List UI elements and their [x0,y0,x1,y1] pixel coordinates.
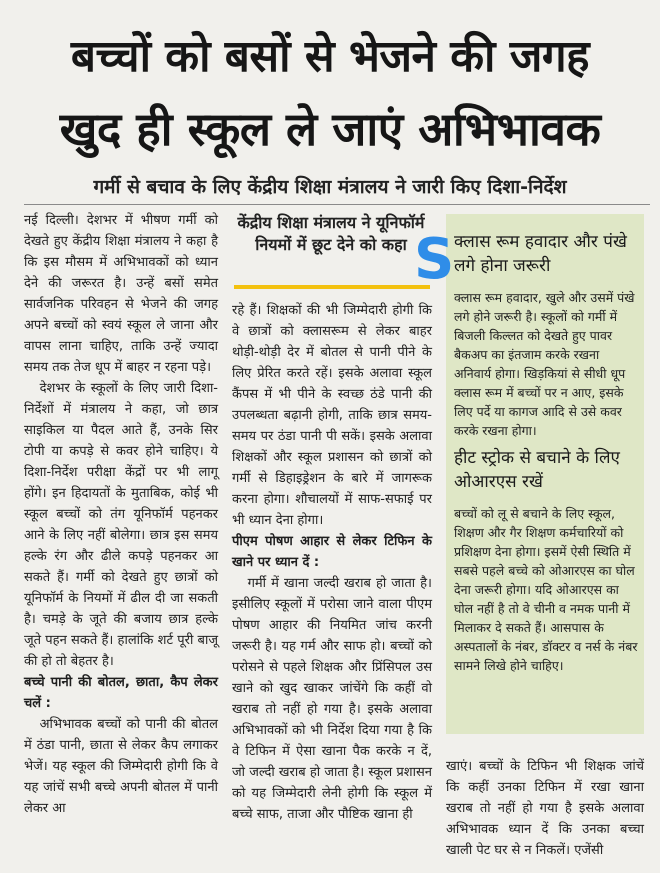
subhead-divider [24,204,650,205]
article-column-2 [232,300,432,825]
headline-line-2: खुद ही स्कूल ले जाएं अभिभावक [59,102,601,156]
box-paragraph-1: क्लास रूम हवादार, खुले और उसमें पंखे लगे होने जरूरी है। स्कूलों को गर्मी में बिजली किल्लत को देखते हुए पावर बैकअप का इंतजाम करके रखना अनिवार्य होगा। खिड़कियां से सीधी धूप क्लास रूम में बच्चों पर न आए, इसके लिए पर्दे या कागज आदि से उसे कवर करके रखना होगा। [454,290,635,438]
sidebar-box [446,214,644,734]
kicker-headline: केंद्रीय शिक्षा मंत्रालय ने यूनिफॉर्म नियमों में छूट देने को कहा [237,213,425,254]
column2-paragraph-1: रहे हैं। शिक्षकों की भी जिम्मेदारी होगी कि वे छात्रों को क्लासरूम से लेकर बाहर थोड़ी-थोड़ी देर में बोतल से पानी पीने के लिए प्रेरित करते रहें। इसके अलावा स्कूल कैंपस में भी पीने के स्वच्छ ठंडे पानी की उपलब्धता बढ़ानी होगी, ताकि छात्र समय-समय पर ठंडा पानी पी सकें। इसके अलावा शिक्षकों और स्कूल प्रशासन को छात्रों को गर्मी से डिहाइड्रेशन के बारे में जागरूक करना होगा। शौचालयों में साफ-सफाई पर भी ध्यान देना होगा। [232,303,432,528]
article-column-1 [24,210,218,819]
article-column-3-bottom [446,756,644,861]
box-paragraph-2: बच्चों को लू से बचाने के लिए स्कूल, शिक्षण और गैर शिक्षण कर्मचारियों को प्रशिक्षण देना होगा। इसमें ऐसी स्थिति में सबसे पहले बच्चे को ओआरएस का घोल देना जरूरी होगा। यदि ओआरएस का घोल नहीं है तो वे चीनी व नमक पानी में मिलाकर दे सकते हैं। आसपास के अस्पतालों के नंबर, डॉक्टर व नर्स के नंबर सामने लिखे होने चाहिए। [454,506,638,673]
kicker-underline [234,285,430,289]
box-heading-2: हीट स्ट्रोक से बचाने के लिए ओआरएस रखें [454,448,620,492]
column1-paragraph-1: नई दिल्ली। देशभर में भीषण गर्मी को देखते हुए केंद्रीय शिक्षा मंत्रालय ने कहा है कि इस मौसम में अभिभावकों को ध्यान देने की जरूरत है। उन्हें बसों समेत सार्वजनिक परिवहन से भेजने की जगह अपने बच्चों को स्वयं स्कूल ले जाना और वापस लाना चाहिए, ताकि उन्हें ज्यादा समय तक तेज धूप में बाहर न रहना पड़े। [24,213,218,375]
column1-subheading: बच्चे पानी की बोतल, छाता, कैप लेकर चलें : [24,675,218,711]
headline-line-1: बच्चों को बसों से भेजने की जगह [70,31,590,82]
s-logo-icon: S [414,227,455,292]
column1-paragraph-3: अभिभावक बच्चों को पानी की बोतल में ठंडा पानी, छाता से लेकर कैप लगाकर भेजें। यह स्कूल की जिम्मेदारी होगी कि वे यह जांचें सभी बच्चे अपनी बोतल में पानी लेकर आ [24,717,218,816]
column3-paragraph: खाएं। बच्चों के टिफिन भी शिक्षक जांचें कि कहीं उनका टिफिन में रखा खाना खराब तो नहीं हो गया है इसके अलावा अभिभावक ध्यान दें कि उनका बच्चा खाली पेट घर से न निकलें। एजेंसी [446,759,644,858]
subheadline: गर्मी से बचाव के लिए केंद्रीय शिक्षा मंत्रालय ने जारी किए दिशा-निर्देश [93,176,567,198]
column2-subheading: पीएम पोषण आहार से लेकर टिफिन के खाने पर ध्यान दें : [232,534,432,570]
column1-paragraph-2: देशभर के स्कूलों के लिए जारी दिशा-निर्देशों में मंत्रालय ने कहा, जो छात्र साइकिल या पैदल आते हैं, उनके सिर टोपी या कपड़े से कवर होने चाहिए। ये दिशा-निर्देश परीक्षा केंद्रों पर भी लागू होंगे। इन हिदायतों के मुताबिक, कोई भी स्कूल बच्चों को तंग यूनिफॉर्म पहनकर आने के लिए नहीं बोलेगा। छात्र इस समय हल्के रंग और ढीले कपड़े पहनकर आ सकते हैं। गर्मी को देखते हुए छात्रों को यूनिफॉर्म के नियमों में ढील दी जा सकती है। चमड़े के जूते की बजाय छात्र हल्के जूते पहन सकते हैं। हालांकि शर्ट पूरी बाजू की हो तो बेहतर है। [24,381,218,669]
box-heading-1: क्लास रूम हवादार और पंखे लगे होना जरूरी [454,232,627,276]
column2-paragraph-2: गर्मी में खाना जल्दी खराब हो जाता है। इसीलिए स्कूलों में परोसा जाने वाला पीएम पोषण आहार की नियमित जांच करनी जरूरी है। यह गर्म और साफ हो। बच्चों को परोसने से पहले शिक्षक और प्रिंसिपल उस खाने को खुद खाकर जांचेंगे कि कहीं वो खराब तो नहीं हो गया है। इसके अलावा अभिभावकों को भी निर्देश दिया गया है कि वे टिफिन में ऐसा खाना पैक करके न दें, जो जल्दी खराब हो जाता है। स्कूल प्रशासन को यह जिम्मेदारी लेनी होगी कि स्कूल में बच्चे साफ, ताजा और पौष्टिक खाना ही [232,576,432,822]
